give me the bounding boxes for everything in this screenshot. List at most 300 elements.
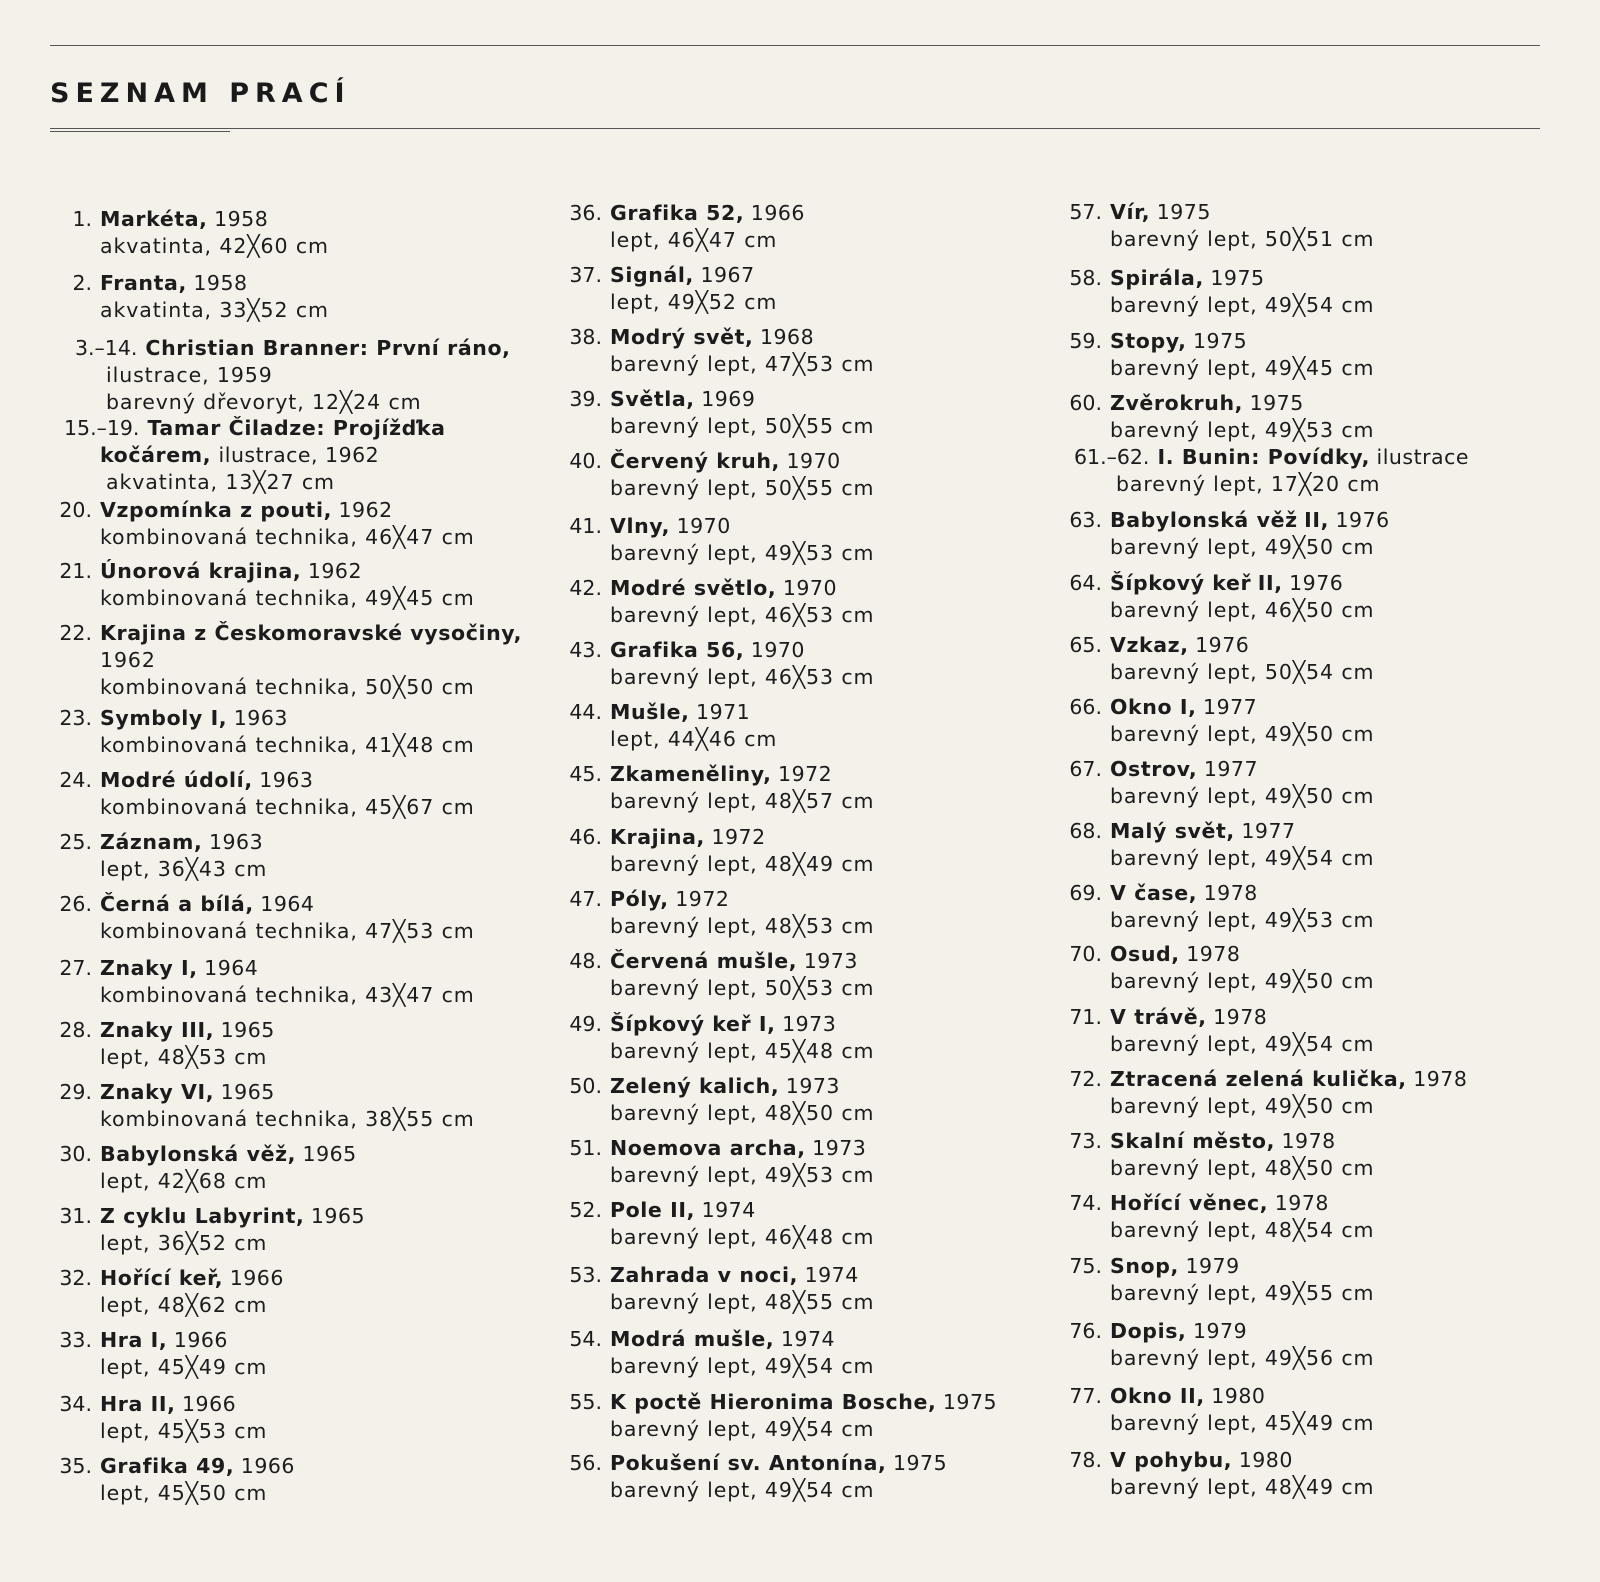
work-entry [1050,570,1520,624]
work-title: Dopis, [1110,1319,1187,1343]
work-title-line-2 [40,442,510,469]
work-title: Modrá mušle, [610,1327,775,1351]
work-year: 1974 [804,1263,859,1287]
work-entry [40,955,510,1009]
header-underline [50,131,230,132]
work-year: 1967 [700,263,755,287]
work-entry [550,324,1020,378]
work-number: 47. [569,887,602,911]
work-title-line [1050,941,1520,968]
work-title: Modrý svět, [610,325,754,349]
work-year: 1964 [260,892,315,916]
work-year: 1963 [208,830,264,854]
work-year: 1980 [1238,1448,1293,1472]
work-year: 1978 [1213,1005,1268,1029]
work-title: Vlny, [610,514,671,538]
work-title: Červený kruh, [610,449,780,473]
work-number: 30. [59,1142,92,1166]
work-year: 1975 [942,1390,998,1414]
work-title: Stopy, [1110,329,1187,353]
header-rule [50,128,1540,129]
work-title-tail: II, [1257,571,1283,595]
work-year: 1979 [1192,1319,1248,1343]
work-entry [550,1450,1020,1504]
work-title: Grafika 56, [610,638,745,662]
work-title: Zelený kalich, [610,1074,780,1098]
work-title-line [1050,570,1520,597]
work-title-line [40,1079,510,1106]
work-entry [550,386,1020,440]
work-title-line [40,206,510,233]
work-title-line [550,513,1020,540]
work-title: Skalní město, [1110,1129,1275,1153]
work-detail: barevný lept, 50╳55 cm [610,414,875,438]
work-number: 73. [1069,1129,1102,1153]
work-entry [1050,1066,1520,1120]
work-detail: kombinovaná technika, 49╳45 cm [100,586,475,610]
work-number: 77. [1069,1384,1102,1408]
work-title: Zkameněliny, [610,762,772,786]
work-detail: barevný lept, 48╳55 cm [610,1290,875,1314]
work-title: Póly, [610,887,669,911]
work-year: 1973 [812,1136,867,1160]
work-number: 54. [569,1327,602,1351]
work-detail: lept, 36╳52 cm [100,1231,268,1255]
work-year: 1978 [1281,1129,1336,1153]
work-title: Babylonská věž [1110,508,1298,532]
work-title-line [550,386,1020,413]
work-number: 59. [1069,329,1102,353]
work-title: Pokušení sv. Antonína, [610,1451,887,1475]
work-detail: barevný lept, 46╳50 cm [1110,598,1375,622]
work-title: Vír, [1110,200,1151,224]
work-number: 26. [59,892,92,916]
work-number: 48. [569,949,602,973]
work-year: 1962 [307,559,362,583]
work-entry [40,415,510,496]
work-title-line [1050,1190,1520,1217]
work-title-line [40,1327,510,1354]
work-number: 64. [1069,571,1102,595]
work-number: 58. [1069,266,1102,290]
work-detail: barevný lept, 49╳54 cm [610,1478,875,1502]
work-title-line [40,891,510,918]
work-title-line [550,324,1020,351]
work-title: Modré světlo, [610,576,777,600]
work-entry [550,637,1020,691]
work-detail: lept, 42╳68 cm [100,1169,268,1193]
work-detail: barevný lept, 46╳53 cm [610,665,875,689]
work-year: 1971 [696,700,751,724]
work-year: 1958 [214,207,269,231]
work-title: Snop, [1110,1254,1179,1278]
work-entry [550,1262,1020,1316]
work-title-line [550,200,1020,227]
work-number: 40. [569,449,602,473]
work-year: 1973 [782,1012,837,1036]
work-detail: barevný lept, 48╳57 cm [610,789,875,813]
work-number: 63. [1069,508,1102,532]
work-entry [1050,694,1520,748]
work-title: Krajina z Českomoravské vysočiny, [100,621,523,645]
work-detail: barevný lept, 49╳50 cm [1110,535,1375,559]
work-detail: lept, 36╳43 cm [100,857,268,881]
work-entry [40,206,510,260]
work-entry [550,886,1020,940]
work-year: 1977 [1241,819,1296,843]
work-title: Hra II, [100,1392,176,1416]
work-detail: kombinovaná technika, 38╳55 cm [100,1107,475,1131]
work-detail-2: kombinovaná technika, 50╳50 cm [100,675,475,699]
work-detail: barevný lept, 45╳48 cm [610,1039,875,1063]
work-number: 15.–19. [64,416,140,440]
work-number: 75. [1069,1254,1102,1278]
work-entry [40,335,510,416]
work-title: Noemova archa, [610,1136,806,1160]
work-title: Mušle, [610,700,690,724]
work-title-line [1050,328,1520,355]
work-title: Vzkaz, [1110,633,1189,657]
work-title: Znaky III, [100,1018,215,1042]
work-title: I. Bunin: Povídky, [1157,445,1370,469]
work-title-line [40,955,510,982]
work-year: 1970 [782,576,837,600]
work-entry [40,1327,510,1381]
work-entry [40,1203,510,1257]
work-year: 1976 [1289,571,1344,595]
work-title-line [40,558,510,585]
work-detail: barevný lept, 49╳50 cm [1110,722,1375,746]
work-detail: lept, 44╳46 cm [610,727,778,751]
work-year: 1978 [1413,1067,1468,1091]
work-year: 1966 [229,1266,284,1290]
work-title-line [40,1017,510,1044]
work-year: 1964 [204,956,259,980]
work-title: Zahrada v noci, [610,1263,799,1287]
work-detail: barevný lept, 45╳49 cm [1110,1411,1375,1435]
work-entry [1050,507,1520,561]
work-title: Okno I, [1110,695,1197,719]
work-year: 1963 [233,706,288,730]
work-entry [550,1135,1020,1189]
work-title-line [1050,1447,1520,1474]
work-detail: akvatinta, 13╳27 cm [106,470,335,494]
work-year: 1962 [338,498,393,522]
work-entry [550,513,1020,567]
work-entry [550,262,1020,316]
work-detail: barevný lept, 47╳53 cm [610,352,875,376]
work-detail: lept, 48╳53 cm [100,1045,268,1069]
work-year: 1972 [778,762,833,786]
work-year: 1974 [780,1327,836,1351]
work-number: 57. [1069,200,1102,224]
work-title: Christian Branner: První ráno, [145,336,511,360]
work-entry [550,1389,1020,1443]
work-detail: barevný lept, 49╳54 cm [1110,293,1375,317]
work-title-line [1050,265,1520,292]
work-year: 1966 [240,1454,295,1478]
work-number: 74. [1069,1191,1102,1215]
work-title-line [550,1450,1020,1477]
work-entry [40,1391,510,1445]
work-title-line [550,948,1020,975]
work-detail: barevný lept, 50╳54 cm [1110,660,1375,684]
work-year: 1969 [701,387,756,411]
work-title: Grafika 52, [610,201,745,225]
work-title-line [1050,1004,1520,1031]
work-number: 70. [1069,942,1102,966]
work-title: Krajina, [610,825,705,849]
work-title: Černá a bílá, [100,892,254,916]
work-detail: lept, 45╳49 cm [100,1355,268,1379]
work-entry [40,497,510,551]
work-title-line [1050,756,1520,783]
work-number: 32. [59,1266,92,1290]
work-number: 25. [59,830,92,854]
work-title-line [1050,694,1520,721]
work-detail: kombinovaná technika, 41╳48 cm [100,733,475,757]
work-title-line [1050,390,1520,417]
work-year: 1975 [1249,391,1304,415]
work-year: 1966 [182,1392,237,1416]
work-title: Babylonská věž, [100,1142,296,1166]
work-entry [40,1265,510,1319]
work-title-line [550,699,1020,726]
work-number: 56. [569,1451,602,1475]
work-title-line [1050,507,1520,534]
work-year: 1976 [1195,633,1250,657]
work-title-line [1050,1253,1520,1280]
work-entry [1050,1383,1520,1437]
top-rule [50,45,1540,46]
work-entry [40,829,510,883]
work-number: 76. [1069,1319,1102,1343]
work-year: 1965 [302,1142,357,1166]
work-number: 23. [59,706,92,730]
work-year: 1975 [892,1451,948,1475]
work-number: 61.–62. [1074,445,1150,469]
work-detail: kombinovaná technika, 43╳47 cm [100,983,475,1007]
work-title-line [550,1011,1020,1038]
work-entry [550,761,1020,815]
work-title-line [550,824,1020,851]
work-title-line [550,1389,1020,1416]
work-number: 35. [59,1454,92,1478]
work-detail: barevný lept, 49╳53 cm [610,1163,875,1187]
work-year: 1976 [1335,508,1390,532]
work-number: 24. [59,768,92,792]
work-number: 66. [1069,695,1102,719]
work-entry [550,1011,1020,1065]
work-number: 3.–14. [75,336,138,360]
work-number: 34. [59,1392,92,1416]
work-entry [1050,1447,1520,1501]
work-detail: barevný lept, 48╳50 cm [1110,1156,1375,1180]
work-detail: barevný lept, 17╳20 cm [1116,472,1381,496]
work-entry [1050,632,1520,686]
work-detail: barevný lept, 48╳49 cm [1110,1475,1375,1499]
work-entry [550,699,1020,753]
work-title-line [40,270,510,297]
work-year: 1970 [676,514,731,538]
work-number: 46. [569,825,602,849]
work-title: Signál, [610,263,694,287]
work-number: 65. [1069,633,1102,657]
work-detail: lept, 49╳52 cm [610,290,778,314]
work-number: 71. [1069,1005,1102,1029]
work-detail: barevný lept, 50╳53 cm [610,976,875,1000]
work-title-line [40,1203,510,1230]
work-year: ilustrace [1376,445,1469,469]
work-detail: barevný lept, 48╳50 cm [610,1101,875,1125]
work-entry [1050,328,1520,382]
work-entry [1050,1128,1520,1182]
work-title: Znaky VI, [100,1080,215,1104]
work-title-line [1050,444,1520,471]
work-number: 51. [569,1136,602,1160]
work-entry [40,1453,510,1507]
work-year: 1974 [701,1198,756,1222]
work-number: 38. [569,325,602,349]
work-title-line [550,1197,1020,1224]
work-entry [1050,199,1520,253]
work-entry [550,448,1020,502]
work-detail: lept, 45╳53 cm [100,1419,268,1443]
work-number: 1. [72,207,92,231]
work-number: 37. [569,263,602,287]
work-title: Vzpomínka z pouti, [100,498,332,522]
work-number: 28. [59,1018,92,1042]
work-detail: lept, 48╳62 cm [100,1293,268,1317]
work-title: Znaky I, [100,956,198,980]
work-year: 1975 [1210,266,1265,290]
work-entry [40,270,510,324]
work-year: 1973 [785,1074,840,1098]
work-number: 44. [569,700,602,724]
work-detail: barevný lept, 49╳56 cm [1110,1346,1375,1370]
work-year: 1968 [759,325,815,349]
work-year: 1970 [786,449,841,473]
work-number: 67. [1069,757,1102,781]
work-entry [1050,880,1520,934]
work-title-line [550,637,1020,664]
work-title: Franta, [100,271,187,295]
work-detail: barevný lept, 50╳51 cm [1110,227,1375,251]
work-title: Hořící keř, [100,1266,224,1290]
work-entry [40,558,510,612]
work-title-line [40,415,510,442]
work-number: 39. [569,387,602,411]
work-entry [1050,1253,1520,1307]
work-title: Tamar Čiladze: Projížďka [147,416,446,440]
work-number: 42. [569,576,602,600]
work-title: Okno II, [1110,1384,1205,1408]
work-title: Spirála, [1110,266,1204,290]
work-year: 1972 [675,887,730,911]
work-detail: barevný lept, 49╳53 cm [610,541,875,565]
work-number: 52. [569,1198,602,1222]
work-detail: akvatinta, 33╳52 cm [100,298,329,322]
work-title: Šípkový keř [1110,571,1252,595]
work-title-line [1050,1128,1520,1155]
work-detail: barevný lept, 48╳53 cm [610,914,875,938]
work-entry [550,1073,1020,1127]
work-detail: barevný lept, 49╳54 cm [610,1354,875,1378]
work-number: 78. [1069,1448,1102,1472]
work-detail: barevný lept, 46╳53 cm [610,603,875,627]
work-entry [550,948,1020,1002]
work-entry [1050,818,1520,872]
work-entry [40,1141,510,1195]
work-title-line [1050,1383,1520,1410]
work-detail: barevný lept, 46╳48 cm [610,1225,875,1249]
work-entry [1050,1318,1520,1372]
work-year: 1978 [1186,942,1241,966]
work-title: V trávě, [1110,1005,1207,1029]
work-detail: barevný lept, 49╳55 cm [1110,1281,1375,1305]
work-title: K poctě Hieronima Bosche, [610,1390,937,1414]
work-year: 1978 [1203,881,1258,905]
work-title-line [1050,880,1520,907]
work-title: Malý svět, [1110,819,1235,843]
work-entry [550,1197,1020,1251]
work-number: 27. [59,956,92,980]
work-title-line [550,448,1020,475]
work-title: V pohybu, [1110,1448,1233,1472]
work-detail: barevný lept, 49╳54 cm [1110,846,1375,870]
work-title-line [550,886,1020,913]
work-title-line [550,1073,1020,1100]
work-year: 1979 [1185,1254,1240,1278]
work-entry [40,620,523,701]
work-entry [40,767,510,821]
work-title-line [40,497,510,524]
work-year: 1966 [750,201,805,225]
work-entry [40,1017,510,1071]
work-title: Ztracená zelená kulička, [1110,1067,1407,1091]
work-title: Markéta, [100,207,208,231]
work-year: 1975 [1156,200,1211,224]
work-number: 31. [59,1204,92,1228]
work-title: Zvěrokruh, [1110,391,1244,415]
work-title: Ostrov, [1110,757,1198,781]
work-title-line [40,1265,510,1292]
work-number: 53. [569,1263,602,1287]
work-number: 50. [569,1074,602,1098]
work-title-line [40,705,510,732]
work-detail: barevný lept, 49╳50 cm [1110,784,1375,808]
work-year: 1975 [1193,329,1248,353]
work-year: 1977 [1203,757,1259,781]
work-year: 1980 [1211,1384,1266,1408]
work-title-line [40,335,510,362]
work-title-line [1050,1066,1520,1093]
work-number: 33. [59,1328,92,1352]
work-entry [1050,756,1520,810]
work-detail: ilustrace, 1959 [106,363,273,387]
work-year: 1970 [750,638,805,662]
work-title: Světla, [610,387,695,411]
work-detail: kombinovaná technika, 46╳47 cm [100,525,475,549]
work-entry [550,1326,1020,1380]
work-title-line [40,1391,510,1418]
work-year: 1973 [803,949,858,973]
work-title-line [550,262,1020,289]
work-title-line [1050,199,1520,226]
work-detail: barevný lept, 49╳54 cm [610,1417,875,1441]
work-detail-2: barevný dřevoryt, 12╳24 cm [106,390,422,414]
work-title-line [40,829,510,856]
